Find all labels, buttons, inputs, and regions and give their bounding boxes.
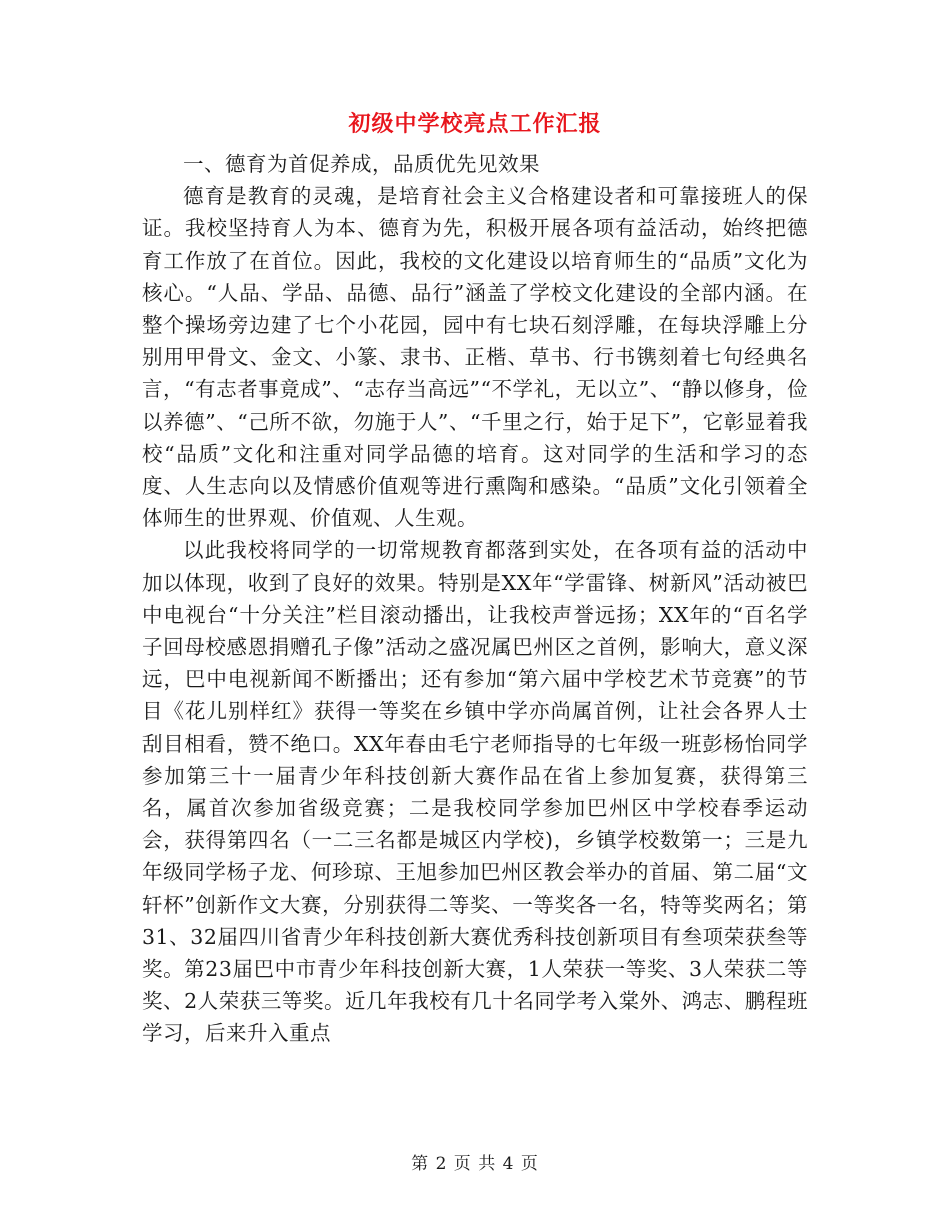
paragraph-1: 德育是教育的灵魂，是培育社会主义合格建设者和可靠接班人的保证。我校坚持育人为本、德育为先，积极开展各项有益活动，始终把德育工作放了在首位。因此，我校的文化建设以培育师生的“品质”文化为核心。“人品、学品、品德、品行”涵盖了学校文化建设的全部内涵。在整个操场旁边建了七个小花园，园中有七块石刻浮雕，在每块浮雕上分别用甲骨文、金文、小篆、隶书、正楷、草书、行书镌刻着七句经典名言，“有志者事竟成”、“志存当高远”“不学礼，无以立”、“静以修身，俭以养德”、“己所不欲，勿施于人”、“千里之行，始于足下”，它彰显着我校“品质”文化和注重对同学品德的培育。这对同学的生活和学习的态度、人生志向以及情感价值观等进行熏陶和感染。“品质”文化引领着全体师生的世界观、价值观、人生观。: [142, 184, 808, 531]
document-body: [142, 148, 808, 1050]
section-heading: 一、德育为首促养成，品质优先见效果: [183, 152, 540, 176]
document-title: 初级中学校亮点工作汇报: [348, 112, 602, 137]
paragraph-2: 以此我校将同学的一切常规教育都落到实处，在各项有益的活动中加以体现，收到了良好的效果。特别是XX年“学雷锋、树新风”活动被巴中电视台“十分关注”栏目滚动播出，让我校声誉远扬；XX年的“百名学子回母校感恩捐赠孔子像”活动之盛况属巴州区之首例，影响大，意义深远，巴中电视新闻不断播出；还有参加“第六届中学校艺术节竞赛”的节目《花儿别样红》获得一等奖在乡镇中学亦尚属首例，让社会各界人士刮目相看，赞不绝口。XX年春由毛宁老师指导的七年级一班彭杨怡同学参加第三十一届青少年科技创新大赛作品在省上参加复赛，获得第三名，属首次参加省级竞赛；二是我校同学参加巴州区中学校春季运动会，获得第四名（一二三名都是城区内学校)，乡镇学校数第一；三是九年级同学杨子龙、何珍琼、王旭参加巴州区教会举办的首届、第二届“文轩杯”创新作文大赛，分别获得二等奖、一等奖各一名，特等奖两名；第31、32届四川省青少年科技创新大赛优秀科技创新项目有叁项荣获叁等奖。第23届巴中市青少年科技创新大赛，1人荣获一等奖、3人荣获二等奖、2人荣获三等奖。近几年我校有几十名同学考入棠外、鸿志、鹏程班学习，后来升入重点: [142, 538, 808, 1046]
page-number-footer: 第 2 页 共 4 页: [411, 1154, 539, 1174]
